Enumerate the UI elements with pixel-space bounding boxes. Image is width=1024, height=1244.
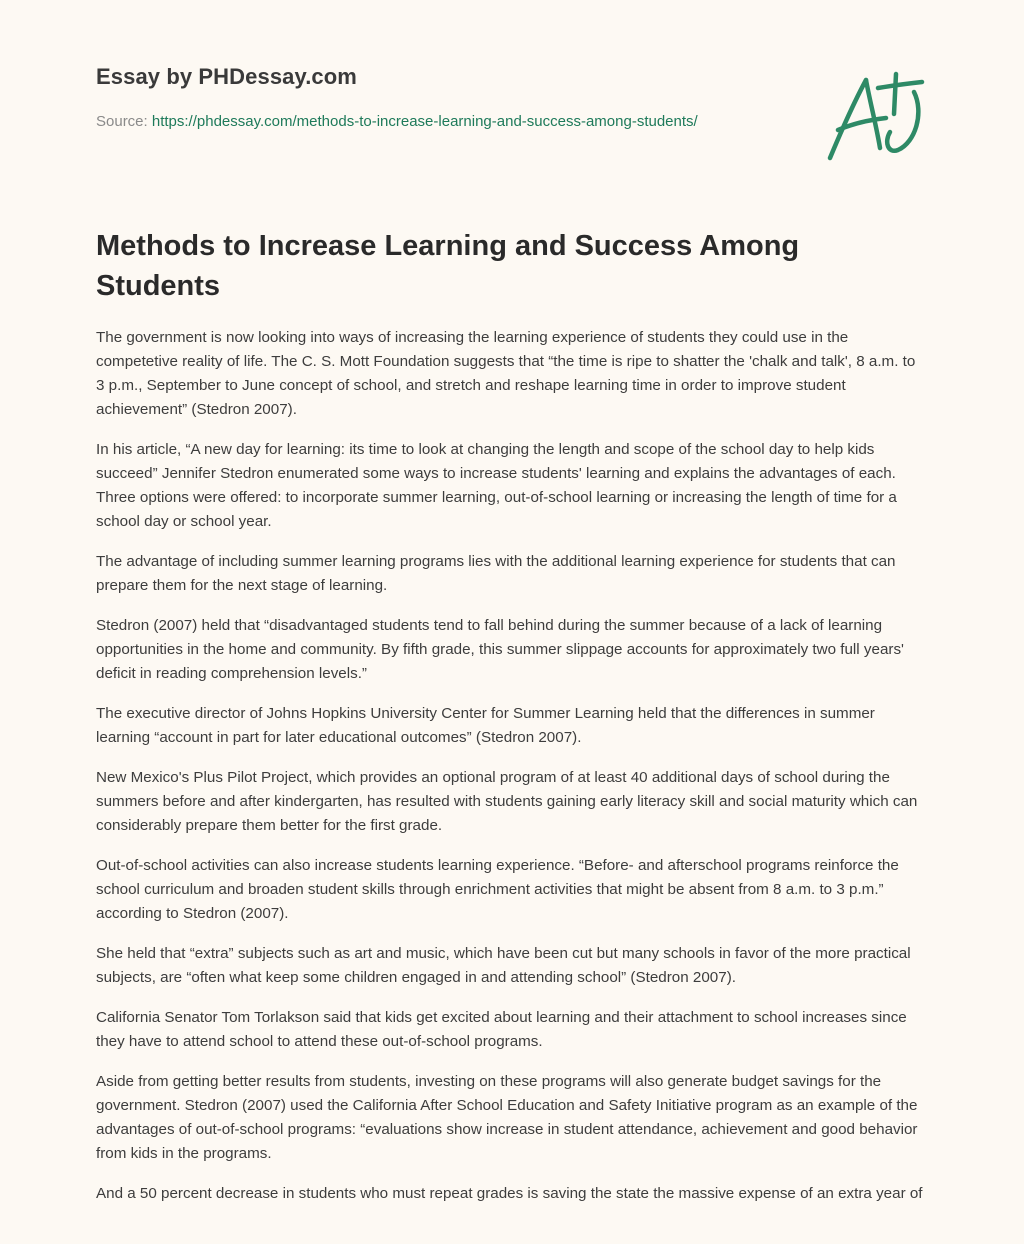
paragraph: In his article, “A new day for learning: its time to look at changing the length and scope of the school day to help kids succeed” Jennifer Stedron enumerated some ways to increase students' learning and explains the advantages of each. Three options were offered: to incorporate summer learning, out-of-school learning or increasing the length of time for a school day or school year. bbox=[96, 441, 897, 530]
source-label: Source: bbox=[96, 113, 152, 130]
paragraph: Aside from getting better results from students, investing on these programs will also generate budget savings for the government. Stedron (2007) used the California After School Education and Safety Initiative program as an example of the advantages of out-of-school programs: “evaluations show increase in student attendance, achievement and good behavior from kids in the programs. bbox=[96, 1073, 918, 1162]
a-plus-logo-icon bbox=[826, 68, 926, 164]
paragraph: Stedron (2007) held that “disadvantaged students tend to fall behind during the summer because of a lack of learning opportunities in the home and community. By fifth grade, this summer slippage accounts for approximately two full years' deficit in reading comprehension levels.” bbox=[96, 617, 904, 682]
source-link[interactable]: https://phdessay.com/methods-to-increase-learning-and-success-among-students/ bbox=[151, 113, 698, 130]
paragraph: The executive director of Johns Hopkins University Center for Summer Learning held that the differences in summer learning “account in part for later educational outcomes” (Stedron 2007). bbox=[96, 705, 875, 746]
paragraph: She held that “extra” subjects such as art and music, which have been cut but many schools in favor of the more practical subjects, are “often what keep some children engaged in and attending school” (Stedron 2007). bbox=[96, 945, 911, 986]
essay-title: Methods to Increase Learning and Success Among Students bbox=[96, 230, 800, 302]
paragraph: Out-of-school activities can also increase students learning experience. “Before- and afterschool programs reinforce the school curriculum and broaden student skills through enrichment activities that might be absent from 8 a.m. to 3 p.m.” according to Stedron (2007). bbox=[96, 857, 899, 922]
source-line bbox=[96, 110, 736, 134]
site-title: Essay by PHDessay.com bbox=[96, 64, 357, 89]
paragraph: California Senator Tom Torlakson said that kids get excited about learning and their attachment to school increases since they have to attend school to attend these out-of-school programs. bbox=[96, 1009, 907, 1050]
paragraph: New Mexico's Plus Pilot Project, which provides an optional program of at least 40 additional days of school during the summers before and after kindergarten, has resulted with students gaining early literacy skill and social maturity which can considerably prepare them better for the first grade. bbox=[96, 769, 918, 834]
paragraph: And a 50 percent decrease in students who must repeat grades is saving the state the massive expense of an extra year of bbox=[96, 1185, 923, 1202]
paragraph: The advantage of including summer learning programs lies with the additional learning experience for students that can prepare them for the next stage of learning. bbox=[96, 553, 896, 594]
paragraph: The government is now looking into ways of increasing the learning experience of students they could use in the competetive reality of life. The C. S. Mott Foundation suggests that “the time is ripe to shatter the 'chalk and talk', 8 a.m. to 3 p.m., September to June concept of school, and stretch and reshape learning time in order to improve student achievement” (Stedron 2007). bbox=[96, 329, 916, 418]
essay-body bbox=[96, 326, 926, 1222]
